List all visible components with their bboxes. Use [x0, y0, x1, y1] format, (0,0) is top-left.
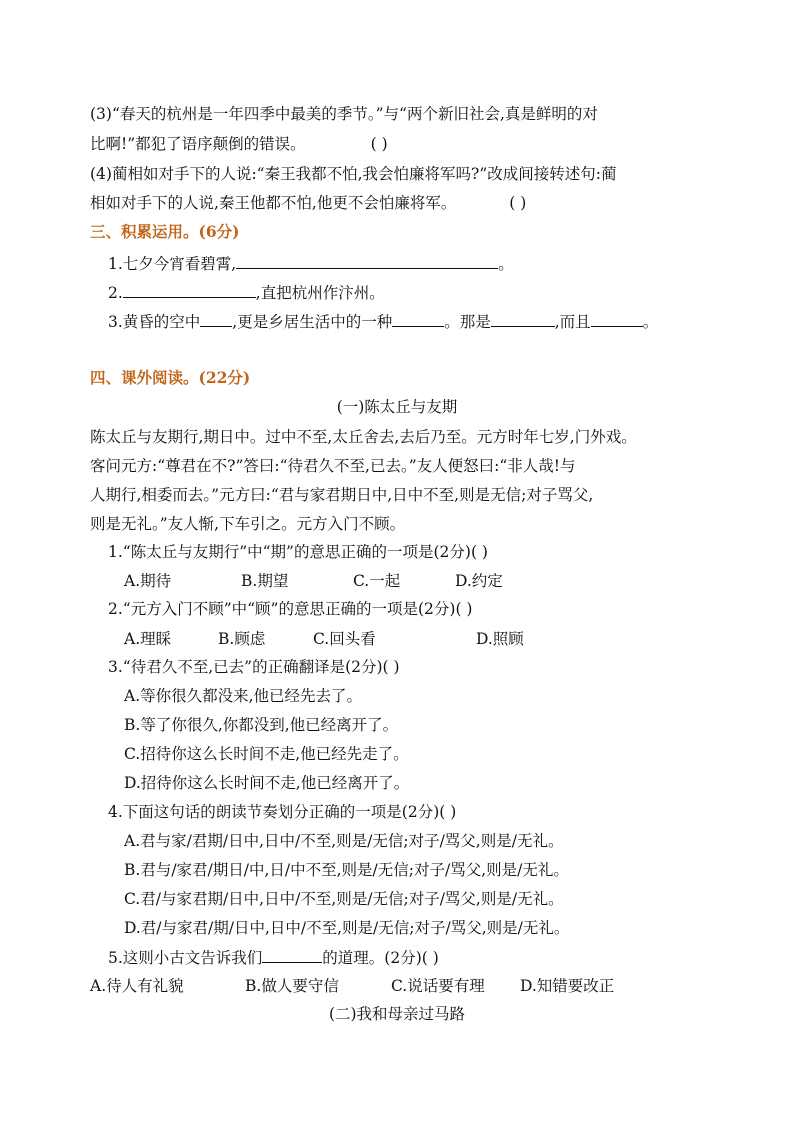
section3-item3-blank2[interactable]: [392, 311, 444, 327]
option-c[interactable]: C.一起: [353, 572, 401, 590]
option-d[interactable]: D.招待你这么长时间不走,他已经离开了。: [124, 774, 410, 792]
option-d[interactable]: D.照顾: [476, 630, 524, 648]
section3-item3-text-c: 。那是: [444, 313, 491, 331]
section3-item2-blank[interactable]: [123, 282, 256, 298]
question-5-options: [90, 976, 614, 996]
question-3-stem: 3.“待君久不至,已去”的正确翻译是(2分)( ): [108, 658, 400, 676]
question-5-stem-b: 的道理。(2分)( ): [322, 949, 439, 967]
section3-item3-text-d: ,而且: [554, 313, 591, 331]
option-d[interactable]: D.知错要改正: [520, 977, 615, 995]
option-c[interactable]: C.君/与家君期/日中,日中/不至,则是/无信;对子/骂父,则是/无礼。: [124, 890, 564, 908]
q3-line1: (3)“春天的杭州是一年四季中最美的季节。”与“两个新旧社会,真是鲜明的对: [90, 105, 598, 123]
section3-item1-text: 1.七夕今宵看碧霄,: [108, 255, 237, 273]
question-2-options: [124, 629, 524, 649]
section3-item3-text-b: ,更是乡居生活中的一种: [232, 313, 393, 331]
passage-line: 陈太丘与友期行,期日中。过中不至,太丘舍去,去后乃至。元方时年七岁,门外戏。: [90, 428, 637, 446]
option-b[interactable]: B.期望: [241, 572, 289, 590]
passage-line: 人期行,相委而去。”元方曰:“君与家君期日中,日中不至,则是无信;对子骂父,: [90, 486, 594, 504]
question-1-stem: 1.“陈太丘与友期行”中“期”的意思正确的一项是(2分)( ): [108, 543, 488, 561]
option-d[interactable]: D.约定: [455, 572, 503, 590]
option-a[interactable]: A.理睬: [124, 630, 172, 648]
option-c[interactable]: C.说话要有理: [391, 977, 485, 995]
section3-heading: 三、积累运用。(6分): [90, 222, 240, 241]
q4-line2: [90, 193, 526, 213]
question-5-stem-a: 5.这则小古文告诉我们: [108, 949, 263, 967]
section3-item3-blank3[interactable]: [491, 311, 555, 327]
section3-item1: [108, 253, 514, 274]
q4-answer-paren[interactable]: ( ): [509, 194, 527, 212]
option-c[interactable]: C.招待你这么长时间不走,他已经先走了。: [124, 745, 409, 763]
option-a[interactable]: A.君与家/君期/日中,日中/不至,则是/无信;对子/骂父,则是/无礼。: [124, 832, 564, 850]
section3-item2-num: 2.: [108, 284, 123, 302]
option-c[interactable]: C.回头看: [313, 630, 376, 648]
question-4-stem: 4.下面这句话的朗读节奏划分正确的一项是(2分)( ): [108, 803, 457, 821]
option-b[interactable]: B.顾虑: [218, 630, 266, 648]
section3-item3-text-e: 。: [642, 313, 659, 331]
section3-item2-text: ,直把杭州作汴州。: [255, 284, 385, 302]
option-a[interactable]: A.等你很久都没来,他已经先去了。: [124, 687, 363, 705]
question-5-blank[interactable]: [262, 947, 322, 963]
q4-line1: (4)蔺相如对手下的人说:“秦王我都不怕,我会怕廉将军吗?”改成间接转述句:蔺: [90, 165, 617, 183]
section4-heading: 四、课外阅读。(22分): [90, 368, 251, 387]
section3-item2: [108, 282, 385, 303]
passage-title: (一)陈太丘与友期: [336, 398, 458, 416]
section3-item3-blank1[interactable]: [200, 311, 232, 327]
section3-item1-end: 。: [498, 255, 514, 273]
section3-item1-blank[interactable]: [236, 253, 498, 269]
q3-line2-text: 比啊!”都犯了语序颠倒的错误。: [90, 135, 306, 153]
section3-item3: [108, 311, 658, 332]
option-b[interactable]: B.君与/家君/期日/中,日/中不至,则是/无信;对子/骂父,则是/无礼。: [124, 861, 569, 879]
question-1-options: [124, 571, 503, 591]
option-d[interactable]: D.君/与家君/期/日中,日中/不至,则是/无信;对子/骂父,则是/无礼。: [124, 919, 570, 937]
option-a[interactable]: A.期待: [124, 572, 172, 590]
next-passage-title: (二)我和母亲过马路: [328, 1005, 466, 1023]
passage-line: 客问元方:“尊君在不?”答曰:“待君久不至,已去。”友人便怒曰:“非人哉!与: [90, 457, 576, 475]
question-5-stem: [108, 947, 439, 968]
option-a[interactable]: A.待人有礼貌: [90, 977, 184, 995]
option-b[interactable]: B.做人要守信: [245, 977, 339, 995]
q3-answer-paren[interactable]: ( ): [370, 135, 388, 153]
question-2-stem: 2.“元方入门不顾”中“顾”的意思正确的一项是(2分)( ): [108, 600, 473, 618]
section3-item3-text-a: 3.黄昏的空中: [108, 313, 201, 331]
q3-line2: [90, 134, 388, 154]
option-b[interactable]: B.等了你很久,你都没到,他已经离开了。: [124, 716, 399, 734]
passage-line: 则是无礼。”友人惭,下车引之。元方入门不顾。: [90, 515, 406, 533]
q4-line2-text: 相如对手下的人说,秦王他都不怕,他更不会怕廉将军。: [90, 194, 457, 212]
section3-item3-blank4[interactable]: [591, 311, 643, 327]
